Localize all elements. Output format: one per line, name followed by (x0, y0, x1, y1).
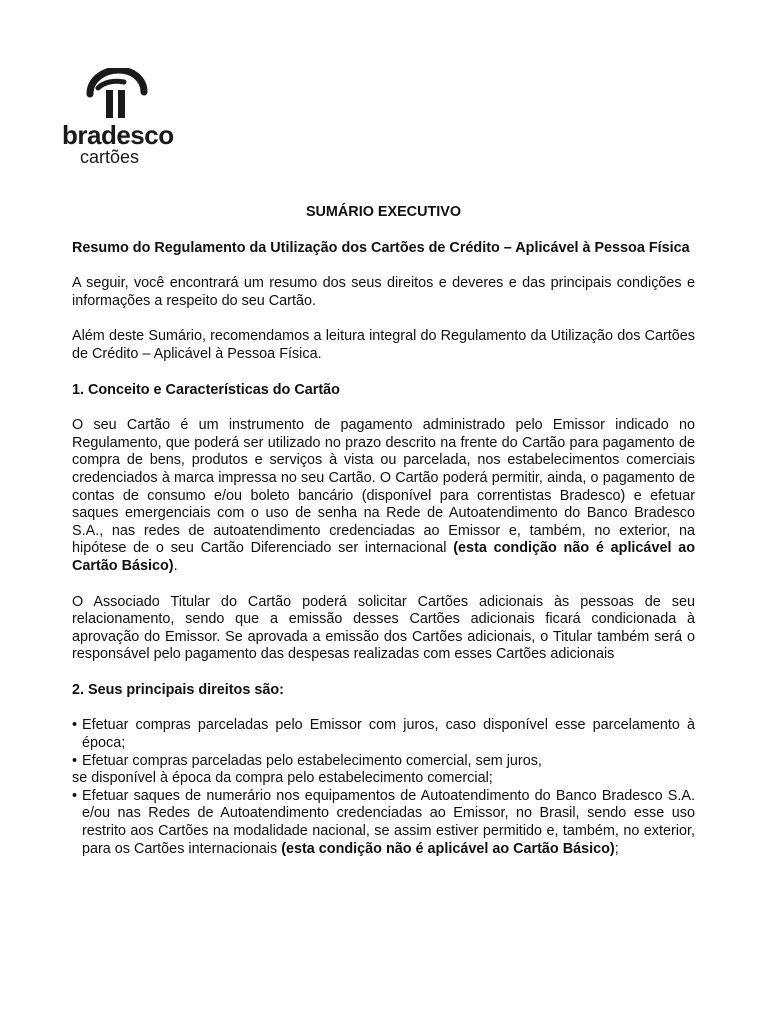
section-1-p1-end: . (173, 557, 178, 574)
section-2-heading: 2. Seus principais direitos são: (72, 681, 284, 698)
logo-brand-text: bradesco (62, 120, 174, 150)
intro-paragraph-1: A seguir, você encontrará um resumo dos seus direitos e deveres e das principais condições e informações a respeito do seu Cartão. (72, 275, 695, 309)
document-subtitle: Resumo do Regulamento da Utilização dos Cartões de Crédito – Aplicável à Pessoa Física (72, 239, 690, 256)
list-item (72, 788, 695, 858)
bradesco-cartoes-logo (62, 68, 182, 166)
bullet-3-text: Efetuar saques de numerário nos equipamentos de Autoatendimento do Banco Bradesco S.A. e/ou nas Redes de Autoatendimento credenciadas ao Emissor, no Brasil, sendo esse uso restrito aos Cartões na modalidade nacional, se assim estiver permitido e, também, no exterior, para os Cartões internacionais (82, 787, 695, 857)
bullet-3-end: ; (614, 840, 619, 857)
bullet-icon: • (72, 717, 78, 734)
bradesco-tree-icon (84, 68, 148, 120)
document-title: SUMÁRIO EXECUTIVO (305, 204, 462, 220)
list-item (72, 717, 695, 752)
section-1-p1-text: O seu Cartão é um instrumento de pagamento administrado pelo Emissor indicado no Regulamento, que poderá ser utilizado no prazo descrito na frente do Cartão para pagamento de compra de bens, produtos e serviços à vista ou parcelada, nos estabelecimentos comerciais credenciados à marca impressa no seu Cartão. O Cartão poderá permitir, ainda, o pagamento de contas de consumo e/ou boleto bancário (disponível para correntistas Bradesco) e efetuar saques emergenciais com o uso de senha na Rede de Autoatendimento do Banco Bradesco S.A., nas redes de autoatendimento credenciadas ao Emissor e, também, no exterior, na hipótese de o seu Cartão Diferenciado ser internacional (72, 417, 695, 557)
document-body (72, 204, 695, 858)
bullet-1-text: Efetuar compras parceladas pelo Emissor com juros, caso disponível esse parcelamento à época; (82, 717, 695, 752)
bullet-icon: • (72, 787, 78, 804)
section-1-p1-bold: (esta condição não é aplicável ao Cartão Básico) (72, 540, 695, 574)
intro-paragraph-2: Além deste Sumário, recomendamos a leitura integral do Regulamento da Utilização dos Cartões de Crédito – Aplicável à Pessoa Física. (72, 328, 695, 362)
section-1-paragraph-2: O Associado Titular do Cartão poderá solicitar Cartões adicionais às pessoas de seu relacionamento, sendo que a emissão desses Cartões adicionais ficará condicionada à aprovação do Emissor. Se aprovada a emissão dos Cartões adicionais, o Titular também será o responsável pelo pagamento das despesas realizadas com esses Cartões adicionais (72, 593, 695, 663)
section-1-heading: 1. Conceito e Características do Cartão (72, 381, 340, 398)
bullet-3-bold: (esta condição não é aplicável ao Cartão Básico) (281, 840, 615, 857)
bullet-2-text: Efetuar compras parceladas pelo estabelecimento comercial, sem juros, (82, 752, 542, 769)
logo-sub-text: cartões (80, 147, 140, 167)
bullet-2-continuation: se disponível à época da compra pelo estabelecimento comercial; (72, 770, 493, 787)
bullet-icon: • (72, 752, 78, 769)
list-item (72, 753, 695, 771)
bullet-3 (82, 788, 695, 858)
section-1-paragraph-1 (72, 417, 695, 575)
